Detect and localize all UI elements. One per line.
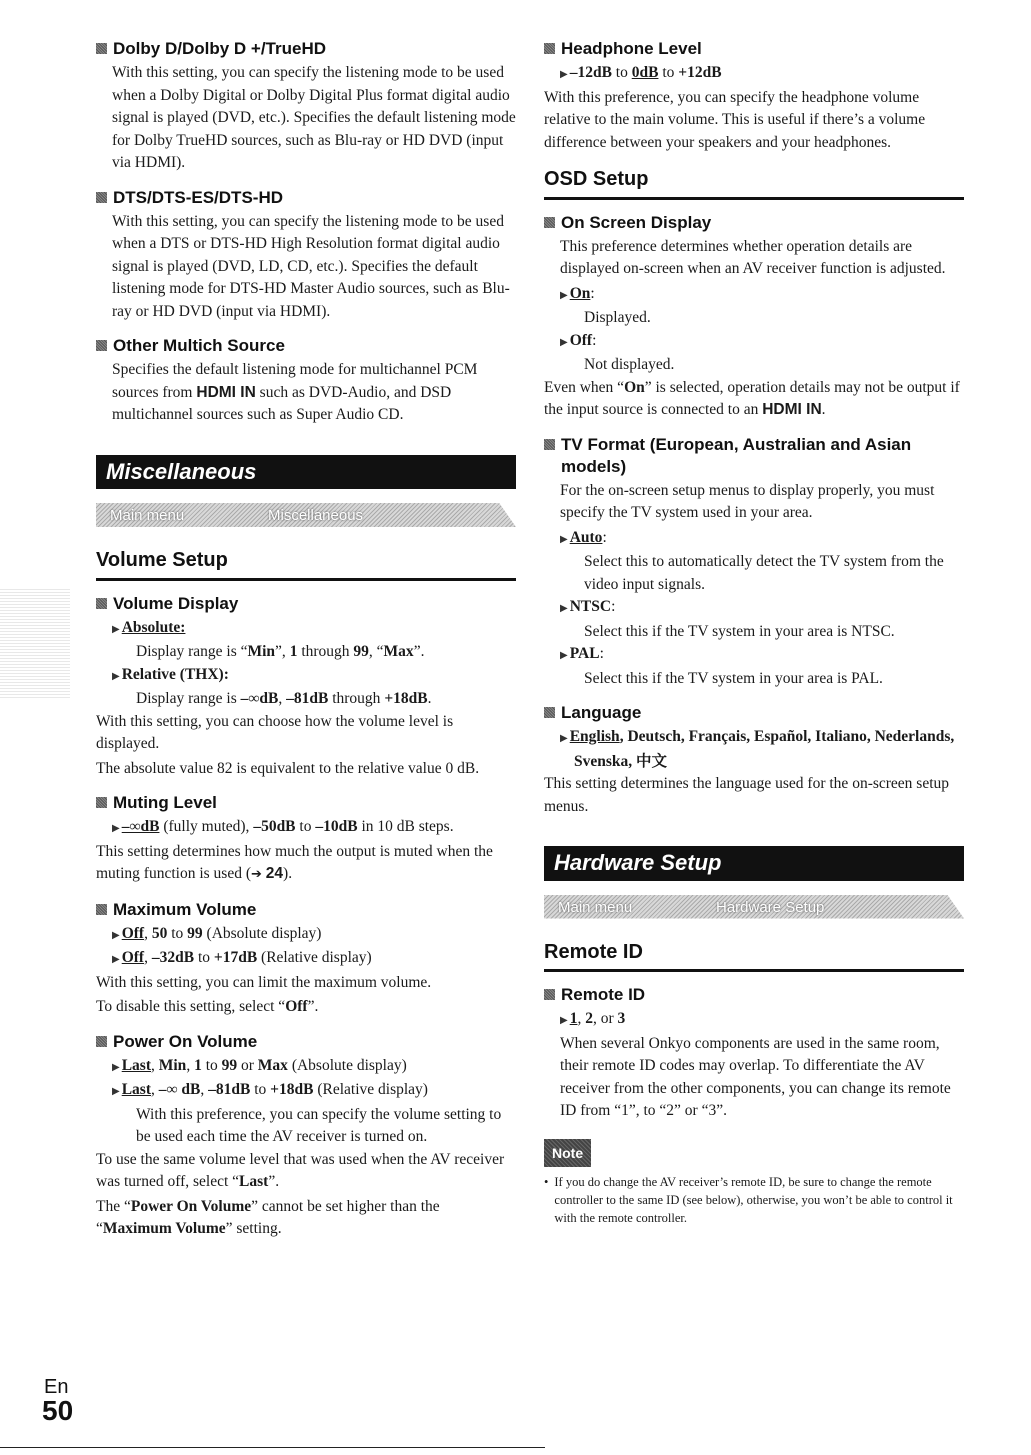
tv-format-text: For the on-screen setup menus to display properly, you must specify the TV system used in your area. (560, 481, 935, 521)
hardware-setup-banner: Hardware Setup (544, 846, 964, 881)
headphone-level-heading: Headphone Level (544, 38, 964, 60)
footer-language: En (44, 1376, 69, 1398)
option-relative: ▶ Relative (THX): (112, 665, 229, 683)
muting-text: This setting determines how much the output is muted when the muting function is used (➔ 24). (96, 842, 493, 882)
breadcrumb-sub: Hardware Setup (716, 898, 825, 916)
power-on-volume-heading: Power On Volume (96, 1031, 516, 1053)
on-screen-display-heading: On Screen Display (544, 212, 964, 234)
maxvol-text2: To disable this setting, select “Off”. (96, 998, 319, 1015)
headphone-text: With this preference, you can specify the headphone volume relative to the main volume. This is useful if there’s a volume difference between your speakers and your headphones. (544, 88, 926, 151)
arrow-right-icon: ➔ (251, 867, 262, 882)
bullet-square-icon (544, 43, 555, 54)
volume-display-text2: The absolute value 82 is equivalent to the relative value 0 dB. (96, 759, 480, 777)
option-absolute: ▶ Absolute: (112, 618, 186, 636)
other-multich-text: Specifies the default listening mode for multichannel PCM sources from HDMI IN such as DVD-Audio, and DSD multichannel sources such as Super Audio CD. (112, 361, 478, 423)
dts-heading: DTS/DTS-ES/DTS-HD (96, 187, 516, 209)
dolby-heading: Dolby D/Dolby D +/TrueHD (96, 38, 516, 60)
breadcrumb-sub: Miscellaneous (268, 507, 364, 524)
remote-id-text: When several Onkyo components are used in the same room, their remote ID codes may overlap. To differentiate the AV receiver from the other components, you can change its remote ID from “1”, to “2” or “3”. (560, 1034, 951, 1119)
osd-note: Even when “On” is selected, operation details may not be output if the input source is connected to an HDMI IN. (544, 378, 960, 418)
other-multich-heading: Other Multich Source (96, 335, 516, 357)
bullet-square-icon (544, 707, 555, 718)
tv-option-ntsc-desc: Select this if the TV system in your area is NTSC. (584, 622, 895, 640)
bullet-square-icon (96, 43, 107, 54)
remote-id-options: ▶ 1, 2, or 3 (560, 1010, 626, 1027)
remote-id-heading: Remote ID (544, 984, 964, 1006)
bullet-square-icon (96, 1036, 107, 1047)
option-absolute-desc: Display range is “Min”, 1 through 99, “Max”. (136, 643, 425, 660)
osd-option-on: ▶ On: (560, 284, 595, 302)
breadcrumb-main: Main menu (110, 507, 185, 524)
remote-id-section-title: Remote ID (544, 941, 964, 973)
muting-options: ▶ –∞dB (fully muted), –50dB to –10dB in 10 dB steps. (112, 818, 454, 835)
maximum-volume-heading: Maximum Volume (96, 899, 516, 921)
language-heading: Language (544, 702, 964, 724)
osd-setup-title: OSD Setup (544, 168, 964, 200)
option-relative-desc: Display range is –∞dB, –81dB through +18dB. (136, 690, 432, 707)
poweron-desc: With this preference, you can specify the volume setting to be used each time the AV receiver is turned on. (136, 1105, 502, 1145)
maxvol-option-absolute: ▶ Off, 50 to 99 (Absolute display) (112, 924, 322, 942)
osd-option-on-desc: Displayed. (584, 309, 651, 326)
osd-option-off: ▶ Off: (560, 331, 597, 349)
side-tab-mark (0, 588, 70, 698)
language-text: This setting determines the language used for the on-screen setup menus. (544, 775, 950, 815)
headphone-options: ▶ –12dB to 0dB to +12dB (560, 64, 722, 81)
dolby-text: With this setting, you can specify the listening mode to be used when a Dolby Digital or Dolby Digital Plus format digital audio signal is played (DVD, etc.). Specifies the default listening mode for Dolby TrueHD sources, such as Blu-ray or HD DVD (input via HDMI). (112, 64, 516, 171)
right-column (544, 38, 964, 1227)
tv-option-ntsc: ▶ NTSC: (560, 598, 616, 615)
volume-display-heading: Volume Display (96, 593, 516, 615)
maxvol-option-relative: ▶ Off, –32dB to +17dB (Relative display) (112, 949, 372, 966)
muting-level-heading: Muting Level (96, 792, 516, 814)
osd-option-off-desc: Not displayed. (584, 356, 675, 373)
on-screen-display-text: This preference determines whether operation details are displayed on-screen when an AV receiver function is adjusted. (560, 237, 946, 277)
breadcrumb (544, 895, 964, 919)
volume-display-text1: With this setting, you can choose how the volume level is displayed. (96, 712, 454, 752)
left-column (96, 38, 516, 1243)
breadcrumb (96, 503, 516, 527)
poweron-text1: To use the same volume level that was used when the AV receiver was turned off, select “Last”. (96, 1150, 505, 1190)
language-options: ▶ English, Deutsch, Français, Español, Italiano, Nederlands, Svenska, 中文 (560, 728, 955, 770)
dts-text: With this setting, you can specify the listening mode to be used when a DTS or DTS-HD High Resolution format digital audio signal is played (DVD, LD, CD, etc.). Specifies the default listening mode for DTS-HD Master Audio sources, such as Blu-ray or HD DVD (input via HDMI). (112, 212, 510, 320)
volume-setup-title: Volume Setup (96, 549, 516, 581)
tv-format-heading: TV Format (European, Australian and Asian models) (544, 434, 964, 478)
maxvol-text1: With this setting, you can limit the maximum volume. (96, 973, 432, 991)
poweron-text2: The “Power On Volume” cannot be set higher than the “Maximum Volume” setting. (96, 1197, 440, 1237)
bullet-square-icon (96, 598, 107, 609)
footer-rule (0, 1447, 545, 1448)
bullet-square-icon (96, 340, 107, 351)
bullet-square-icon (544, 439, 555, 450)
page-number: 50 (42, 1395, 74, 1426)
bullet-square-icon (96, 797, 107, 808)
miscellaneous-banner: Miscellaneous (96, 455, 516, 490)
tv-option-pal-desc: Select this if the TV system in your area is PAL. (584, 669, 883, 687)
bullet-square-icon (544, 217, 555, 228)
tv-option-pal: ▶ PAL: (560, 645, 604, 662)
poweron-option-relative: ▶ Last, –∞ dB, –81dB to +18dB (Relative display) (112, 1081, 428, 1098)
poweron-option-absolute: ▶ Last, Min, 1 to 99 or Max (Absolute display) (112, 1056, 407, 1074)
tv-option-auto-desc: Select this to automatically detect the TV system from the video input signals. (584, 553, 944, 593)
bullet-square-icon (96, 904, 107, 915)
tv-option-auto: ▶ Auto: (560, 528, 607, 546)
note-tag: Note (544, 1139, 591, 1168)
breadcrumb-main: Main menu (558, 898, 633, 916)
bullet-square-icon (96, 192, 107, 203)
bullet-square-icon (544, 989, 555, 1000)
note-text: • If you do change the AV receiver’s remote ID, be sure to change the remote controller to the same ID (see below), otherwise, you won’t be able to control it with the remote controller. (544, 1175, 953, 1225)
